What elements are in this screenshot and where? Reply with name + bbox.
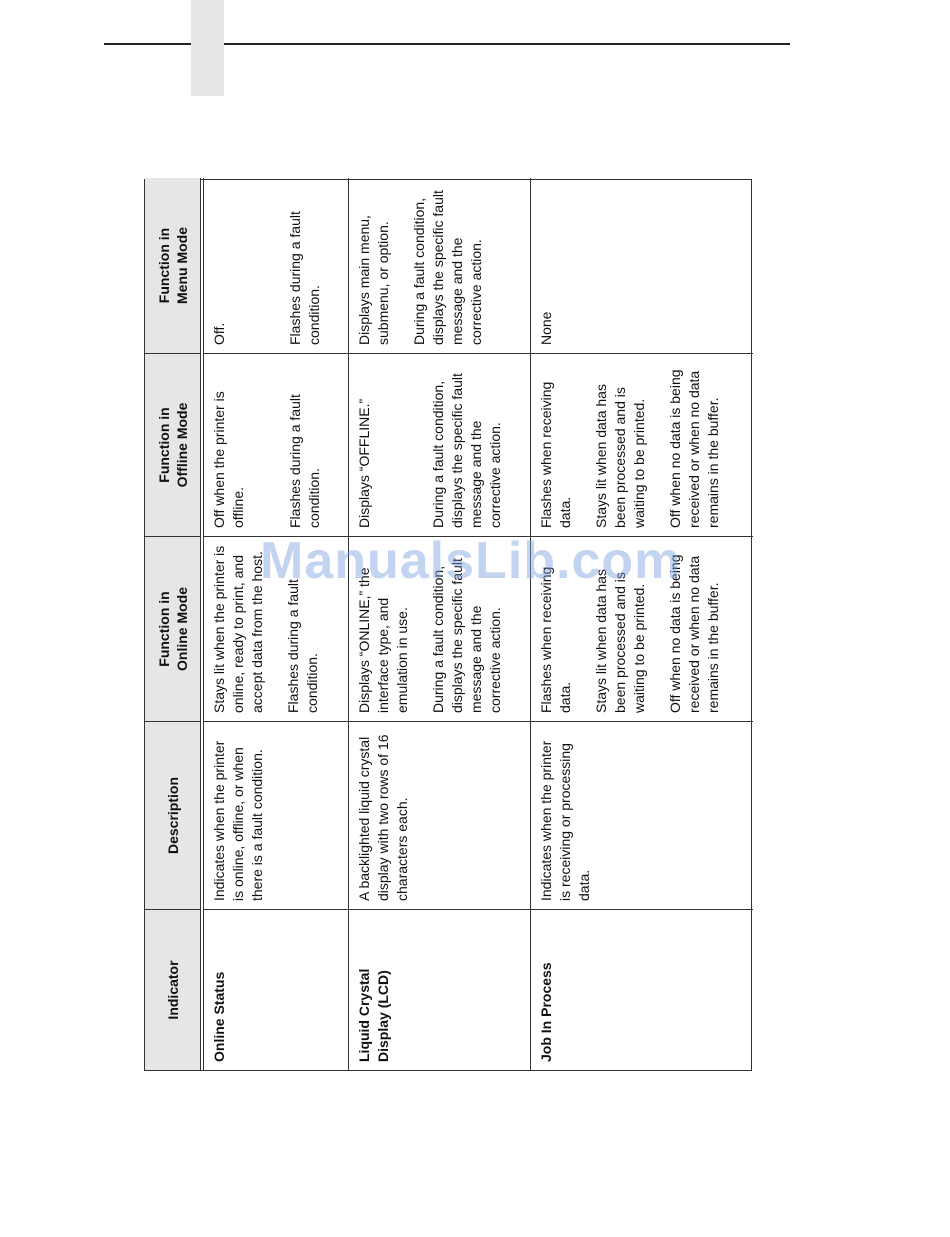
- header-rule-right: [224, 43, 790, 45]
- offline-mode-cell: [349, 354, 530, 537]
- cell-paragraph: Stays lit when data has been processed and is waiting to be printed.: [593, 384, 647, 528]
- cell-paragraph: Flashes during a fault condition.: [287, 211, 322, 345]
- watermark-text: ManualsLib.com: [260, 532, 682, 590]
- cell-paragraph: During a fault condition, displays the specific fault message and the corrective action.: [430, 373, 503, 528]
- online-mode-cell: [531, 537, 753, 722]
- cell-paragraph: None: [538, 311, 554, 345]
- indicator-cell: Liquid Crystal Display (LCD): [356, 968, 391, 1062]
- cell-paragraph: Flashes during a fault condition.: [285, 579, 320, 713]
- cell-paragraph: Off.: [211, 322, 227, 345]
- menu-mode-cell: [349, 178, 530, 354]
- description-cell: Indicates when the printer is online, offline, or when there is a fault condition.: [204, 722, 348, 910]
- online-mode-cell: [204, 537, 348, 722]
- cell-paragraph: Off when no data is being received or when no data remains in the buffer.: [667, 369, 721, 528]
- description-cell: Indicates when the printer is receiving or processing data.: [531, 722, 753, 910]
- cell-paragraph: During a fault condition, displays the specific fault message and the corrective action.: [430, 558, 503, 713]
- offline-mode-cell: [204, 354, 348, 537]
- page-thumb-tab: [191, 0, 224, 96]
- cell-paragraph: During a fault condition, displays the specific fault message and the corrective action.: [411, 190, 484, 345]
- header-description: Description: [145, 722, 201, 910]
- cell-paragraph: Flashes when receiving data.: [538, 381, 573, 528]
- table-row-lcd: [349, 178, 531, 1070]
- header-indicator: Indicator: [165, 960, 181, 1020]
- cell-paragraph: Flashes when receiving data.: [538, 566, 573, 713]
- cell-paragraph: Stays lit when the printer is online, ready to print, and accept data from the host.: [211, 545, 265, 713]
- offline-mode-cell: [531, 354, 753, 537]
- header-online-mode: Function in Online Mode: [145, 537, 201, 722]
- cell-paragraph: Off when no data is being received or when no data remains in the buffer.: [667, 554, 721, 713]
- online-mode-cell: [349, 537, 530, 722]
- indicator-table: [144, 179, 752, 1071]
- header-menu-mode: Function in Menu Mode: [145, 178, 201, 354]
- indicator-cell: Job In Process: [538, 962, 554, 1062]
- table-row-job-in-process: [531, 178, 753, 1070]
- cell-paragraph: Off when the printer is offline.: [211, 391, 246, 528]
- table-header: [145, 178, 201, 1070]
- header-offline-mode: Function in Offline Mode: [145, 354, 201, 537]
- menu-mode-cell: [531, 178, 753, 354]
- menu-mode-cell: [204, 178, 348, 354]
- cell-paragraph: Displays “ONLINE,” the interface type, and emulation in use.: [356, 567, 410, 713]
- table-row-online-status: [204, 178, 349, 1070]
- cell-paragraph: Stays lit when data has been processed and is waiting to be printed.: [593, 569, 647, 713]
- cell-paragraph: Flashes during a fault condition.: [287, 394, 322, 528]
- description-cell: A backlighted liquid crystal display with two rows of 16 characters each.: [349, 722, 530, 910]
- header-rule-left: [104, 43, 191, 45]
- cell-paragraph: Displays main menu, submenu, or option.: [356, 215, 391, 345]
- cell-paragraph: Displays “OFFLINE.”: [356, 398, 372, 528]
- indicator-cell: Online Status: [211, 971, 227, 1062]
